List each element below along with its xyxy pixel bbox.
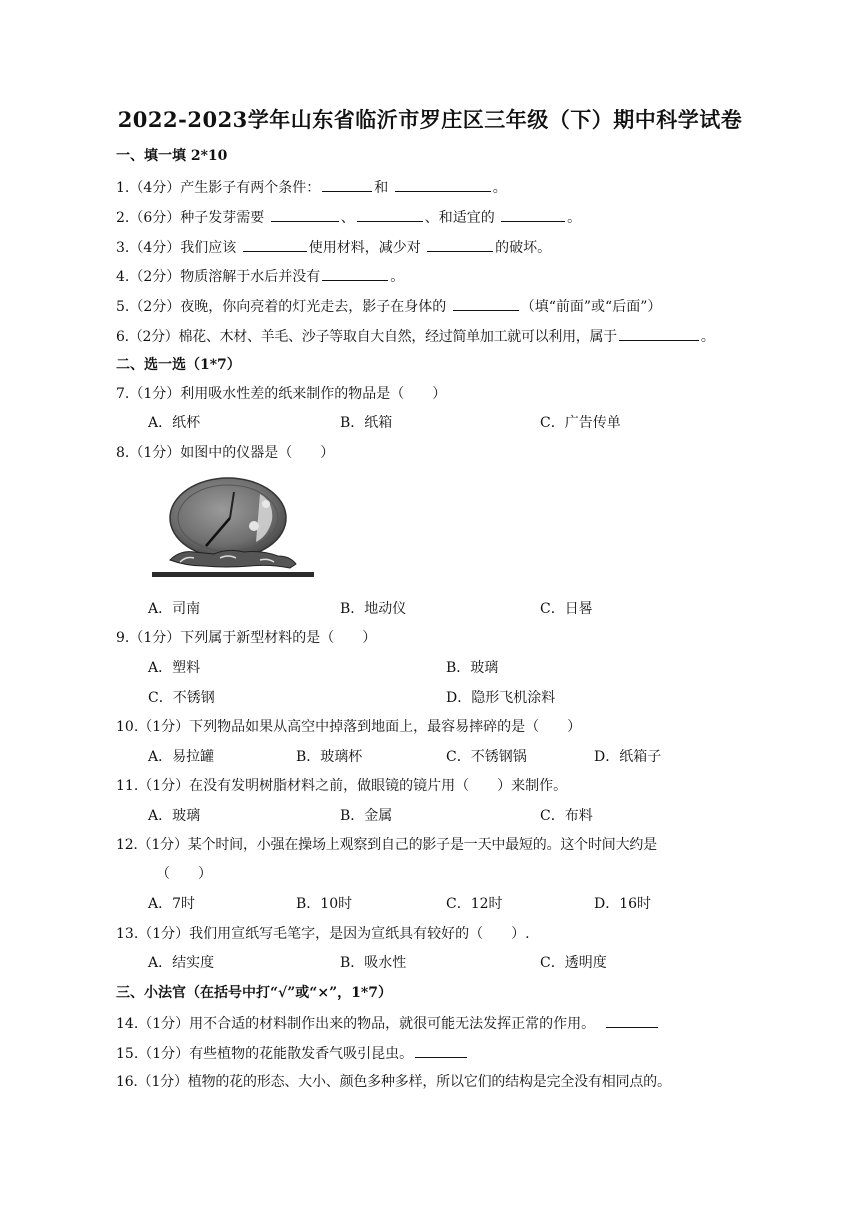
answer-blank[interactable] xyxy=(357,207,423,222)
answer-blank[interactable] xyxy=(322,266,388,281)
q12-option-d[interactable]: D．16时 xyxy=(594,896,652,912)
q12-answer-paren: （ ） xyxy=(156,866,212,882)
q6-text: 6.（2分）棉花、木材、羊毛、沙子等取自大自然，经过简单加工就可以利用，属于 xyxy=(116,329,617,345)
question-8: 8.（1分）如图中的仪器是（ ） xyxy=(116,445,335,461)
answer-blank[interactable] xyxy=(322,177,372,192)
q3-text: 3.（4分）我们应该 xyxy=(116,240,237,256)
question-10: 10.（1分）下列物品如果从高空中掉落到地面上，最容易摔碎的是（ ） xyxy=(116,719,582,735)
question-1 xyxy=(116,177,507,198)
q4-end: 。 xyxy=(390,269,405,285)
q7-option-c[interactable]: C．广告传单 xyxy=(540,415,621,431)
q13-option-b[interactable]: B．吸水性 xyxy=(340,955,407,971)
q2-sep1: 、 xyxy=(340,210,355,226)
question-2 xyxy=(116,207,581,228)
question-5 xyxy=(116,296,661,317)
q10-option-c[interactable]: C．不锈钢锅 xyxy=(446,749,527,765)
q9-option-c[interactable]: C．不锈钢 xyxy=(148,690,215,706)
question-6 xyxy=(116,326,715,347)
question-14 xyxy=(116,1013,660,1034)
q7-option-a[interactable]: A．纸杯 xyxy=(148,415,201,431)
answer-blank[interactable] xyxy=(606,1013,658,1028)
section-heading-choice: 二、选一选（1*7） xyxy=(116,357,241,373)
q1-and: 和 xyxy=(374,180,389,196)
q5-text: 5.（2分）夜晚，你向亮着的灯光走去，影子在身体的 xyxy=(116,299,447,315)
q13-option-c[interactable]: C．透明度 xyxy=(540,955,607,971)
q10-option-b[interactable]: B．玻璃杯 xyxy=(296,749,363,765)
q11-option-c[interactable]: C．布料 xyxy=(540,808,593,824)
answer-blank[interactable] xyxy=(501,207,565,222)
answer-blank[interactable] xyxy=(243,237,307,252)
q9-option-b[interactable]: B．玻璃 xyxy=(446,660,499,676)
q12-option-a[interactable]: A．7时 xyxy=(148,896,196,912)
q5-hint: （填“前面”或“后面”） xyxy=(520,299,662,315)
question-15 xyxy=(116,1043,469,1064)
answer-blank[interactable] xyxy=(619,326,699,341)
q12-option-c[interactable]: C．12时 xyxy=(446,896,503,912)
section-heading-fill: 一、填一填 2*10 xyxy=(116,148,228,164)
q10-option-a[interactable]: A．易拉罐 xyxy=(148,749,215,765)
answer-blank[interactable] xyxy=(415,1043,467,1058)
q8-option-c[interactable]: C．日晷 xyxy=(540,601,593,617)
q2-end: 。 xyxy=(567,210,582,226)
q8-option-a[interactable]: A．司南 xyxy=(148,601,201,617)
question-11: 11.（1分）在没有发明树脂材料之前，做眼镜的镜片用（ ）来制作。 xyxy=(116,778,568,794)
question-4 xyxy=(116,266,404,287)
answer-blank[interactable] xyxy=(271,207,339,222)
q15-text: 15.（1分）有些植物的花能散发香气吸引昆虫。 xyxy=(116,1046,414,1062)
q9-option-a[interactable]: A．塑料 xyxy=(148,660,201,676)
answer-blank[interactable] xyxy=(453,296,519,311)
question-7: 7.（1分）利用吸水性差的纸来制作的物品是（ ） xyxy=(116,386,447,402)
q6-end: 。 xyxy=(700,329,715,345)
question-12: 12.（1分）某个时间，小强在操场上观察到自己的影子是一天中最短的。这个时间大约是 xyxy=(116,837,657,853)
question-3 xyxy=(116,237,551,258)
q11-option-a[interactable]: A．玻璃 xyxy=(148,808,201,824)
answer-blank[interactable] xyxy=(395,177,491,192)
q3-end: 的破坏。 xyxy=(495,240,552,256)
q2-text: 2.（6分）种子发芽需要 xyxy=(116,210,265,226)
page-title: 2022-2023学年山东省临沂市罗庄区三年级（下）期中科学试卷 xyxy=(117,107,743,132)
q3-mid: 使用材料，减少对 xyxy=(308,240,421,256)
q9-option-d[interactable]: D．隐形飞机涂料 xyxy=(446,690,556,706)
q7-option-b[interactable]: B．纸箱 xyxy=(340,415,393,431)
question-13: 13.（1分）我们用宣纸写毛笔字，是因为宣纸具有较好的（ ）. xyxy=(116,926,530,942)
answer-blank[interactable] xyxy=(427,237,493,252)
question-9: 9.（1分）下列属于新型材料的是（ ） xyxy=(116,630,377,646)
question-16: 16.（1分）植物的花的形态、大小、颜色多种多样，所以它们的结构是完全没有相同点的。 xyxy=(116,1074,671,1090)
q12-option-b[interactable]: B．10时 xyxy=(296,896,353,912)
q14-text: 14.（1分）用不合适的材料制作出来的物品，就很可能无法发挥正常的作用。 xyxy=(116,1016,596,1032)
q8-option-b[interactable]: B．地动仪 xyxy=(340,601,407,617)
q10-option-d[interactable]: D．纸箱子 xyxy=(594,749,662,765)
q1-end: 。 xyxy=(492,180,507,196)
q4-text: 4.（2分）物质溶解于水后并没有 xyxy=(116,269,321,285)
q13-option-a[interactable]: A．结实度 xyxy=(148,955,215,971)
sundial-figure xyxy=(150,474,316,586)
q2-sep2: 、和适宜的 xyxy=(424,210,495,226)
q1-text: 1.（4分）产生影子有两个条件： xyxy=(116,180,321,196)
q11-option-b[interactable]: B．金属 xyxy=(340,808,393,824)
section-heading-judge: 三、小法官（在括号中打“√”或“×”，1*7） xyxy=(116,985,392,1001)
